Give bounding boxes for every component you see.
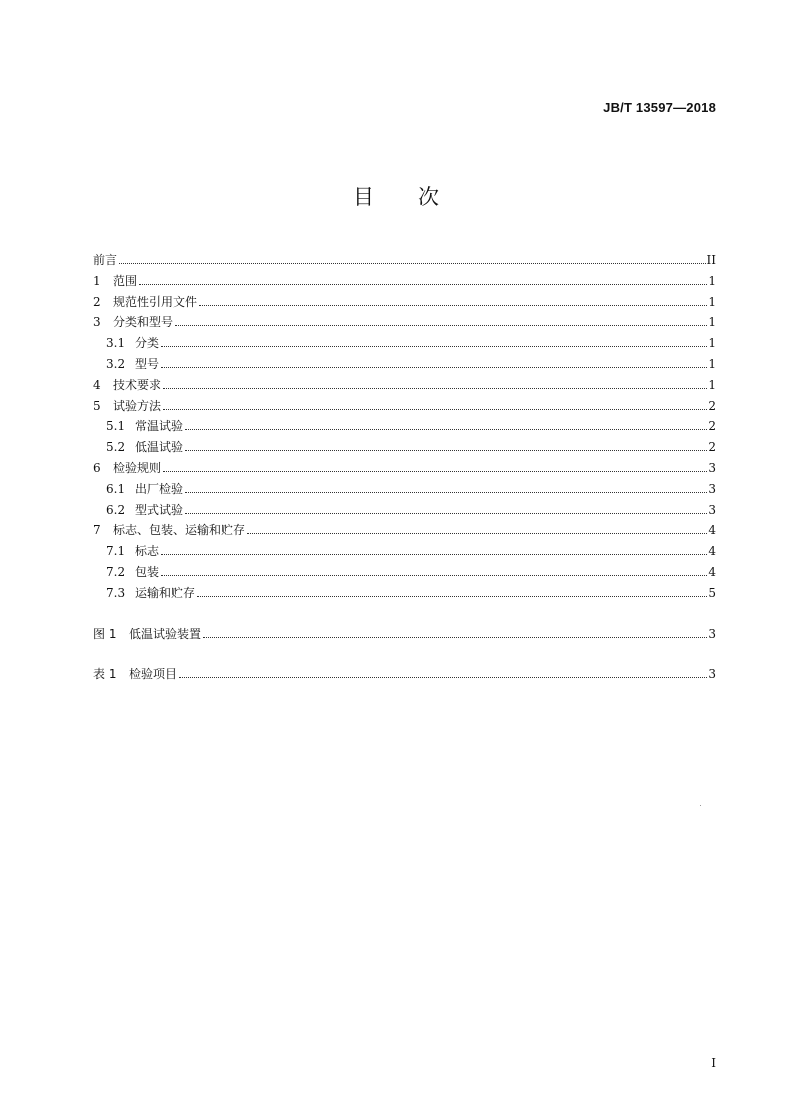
toc-entry-number: 5.1 (106, 419, 126, 434)
toc-entry[interactable] (93, 498, 716, 518)
toc-entry-title: 型号 (135, 357, 160, 371)
toc-entry[interactable] (93, 414, 716, 434)
toc-entry-page: 1 (708, 273, 716, 288)
toc-entry-title: 范围 (113, 273, 138, 288)
toc-entry-page: 1 (708, 294, 716, 309)
dot-leader (175, 324, 707, 326)
toc-entry-page: 5 (708, 585, 716, 600)
dot-leader (185, 491, 707, 493)
toc-entry-page: II (706, 253, 716, 267)
toc-entry-title: 分类 (135, 336, 160, 351)
toc-entry-number: 7.1 (106, 544, 126, 559)
toc-entry-page: 3 (708, 667, 716, 682)
dot-leader (161, 574, 707, 576)
toc-entry-page: 4 (708, 565, 716, 579)
toc-entry-number: 7.3 (106, 585, 126, 600)
dot-leader (185, 512, 707, 514)
toc-entry[interactable] (93, 581, 716, 601)
toc-entry-page: 3 (708, 502, 716, 517)
toc-entry-number: 6.2 (106, 502, 126, 517)
dot-leader (163, 408, 707, 410)
toc-entry[interactable] (93, 269, 716, 289)
toc-entry[interactable] (93, 373, 716, 393)
document-code: JB/T 13597—2018 (603, 100, 716, 115)
dot-leader (139, 283, 707, 285)
toc-entry-number: 5.2 (106, 440, 126, 455)
toc-entry[interactable] (93, 248, 716, 268)
toc-entry-title: 运输和贮存 (135, 585, 196, 600)
scan-speck (700, 805, 701, 806)
toc-entry-page: 3 (708, 481, 716, 496)
toc-entry-title: 出厂检验 (135, 481, 184, 496)
toc-entry-title: 规范性引用文件 (113, 294, 198, 309)
toc-entry-title: 检验项目 (129, 667, 178, 682)
toc-entry[interactable] (93, 456, 716, 476)
dot-leader (203, 636, 707, 638)
toc-entry-page: 3 (708, 461, 716, 475)
dot-leader (161, 366, 707, 368)
dot-leader (185, 428, 707, 430)
dot-leader (161, 345, 707, 347)
title-char-1: 目 (353, 185, 374, 209)
toc-entry-page: 1 (708, 377, 716, 392)
toc-entry[interactable] (93, 518, 716, 538)
toc-entry-number: 3.1 (106, 336, 126, 351)
toc-entry[interactable] (93, 352, 716, 372)
toc-entry-number: 6 (93, 461, 101, 475)
toc-entry-page: 4 (708, 523, 716, 538)
toc-entry[interactable] (93, 477, 716, 497)
toc-entry-number: 2 (93, 294, 101, 309)
dot-leader (119, 262, 706, 264)
toc-entry-title: 低温试验 (135, 440, 184, 455)
toc-entry-page: 1 (708, 357, 716, 371)
dot-leader (197, 595, 707, 597)
toc-entry-title: 低温试验装置 (129, 626, 202, 641)
dot-leader (247, 532, 707, 534)
toc-entry-title: 标志 (135, 544, 160, 559)
toc-entry[interactable] (93, 539, 716, 559)
toc-entry[interactable] (93, 394, 716, 414)
toc-entry-page: 1 (708, 336, 716, 351)
toc-entry-number: 3 (93, 315, 101, 330)
toc-entry-number: 7.2 (106, 565, 126, 579)
toc-entry-page: 2 (708, 440, 716, 455)
page-title (0, 181, 792, 211)
toc-entry-page: 3 (708, 626, 716, 641)
toc-entry-number: 7 (93, 523, 101, 538)
toc-entry-title: 型式试验 (135, 502, 184, 517)
toc-entry-title: 分类和型号 (113, 315, 174, 330)
dot-leader (161, 553, 707, 555)
dot-leader (199, 304, 707, 306)
toc-entry-number: 5 (93, 398, 101, 413)
toc-entry[interactable] (93, 310, 716, 330)
toc-entry-number: 1 (93, 273, 101, 288)
toc-figure-entry[interactable] (93, 622, 716, 642)
toc-entry-title: 包装 (135, 565, 160, 579)
toc-entry[interactable] (93, 435, 716, 455)
toc-entry-number: 表 1 (93, 667, 117, 682)
toc-entry-title: 检验规则 (113, 461, 162, 475)
toc-entry-page: 2 (708, 398, 716, 413)
toc-entry-title: 试验方法 (113, 398, 162, 413)
toc-entry[interactable] (93, 560, 716, 580)
toc-entry-page: 4 (708, 544, 716, 559)
toc-entry-number: 3.2 (106, 357, 126, 371)
toc-entry-number: 图 1 (93, 626, 117, 641)
toc-entry-page: 1 (708, 315, 716, 330)
toc-entry-page: 2 (708, 419, 716, 434)
toc-entry-title: 标志、包装、运输和贮存 (113, 523, 246, 538)
dot-leader (163, 470, 707, 472)
toc-entry-number: 4 (93, 377, 101, 392)
dot-leader (163, 387, 707, 389)
toc-entry-title: 技术要求 (113, 377, 162, 392)
toc-entry-title: 前言 (93, 253, 118, 267)
toc-entry[interactable] (93, 290, 716, 310)
toc-figure-entry[interactable] (93, 662, 716, 682)
toc-entry-title: 常温试验 (135, 419, 184, 434)
page-number: I (711, 1056, 716, 1070)
dot-leader (179, 676, 707, 678)
title-char-2: 次 (418, 185, 439, 209)
dot-leader (185, 449, 707, 451)
toc-entry-number: 6.1 (106, 481, 126, 496)
toc-entry[interactable] (93, 331, 716, 351)
